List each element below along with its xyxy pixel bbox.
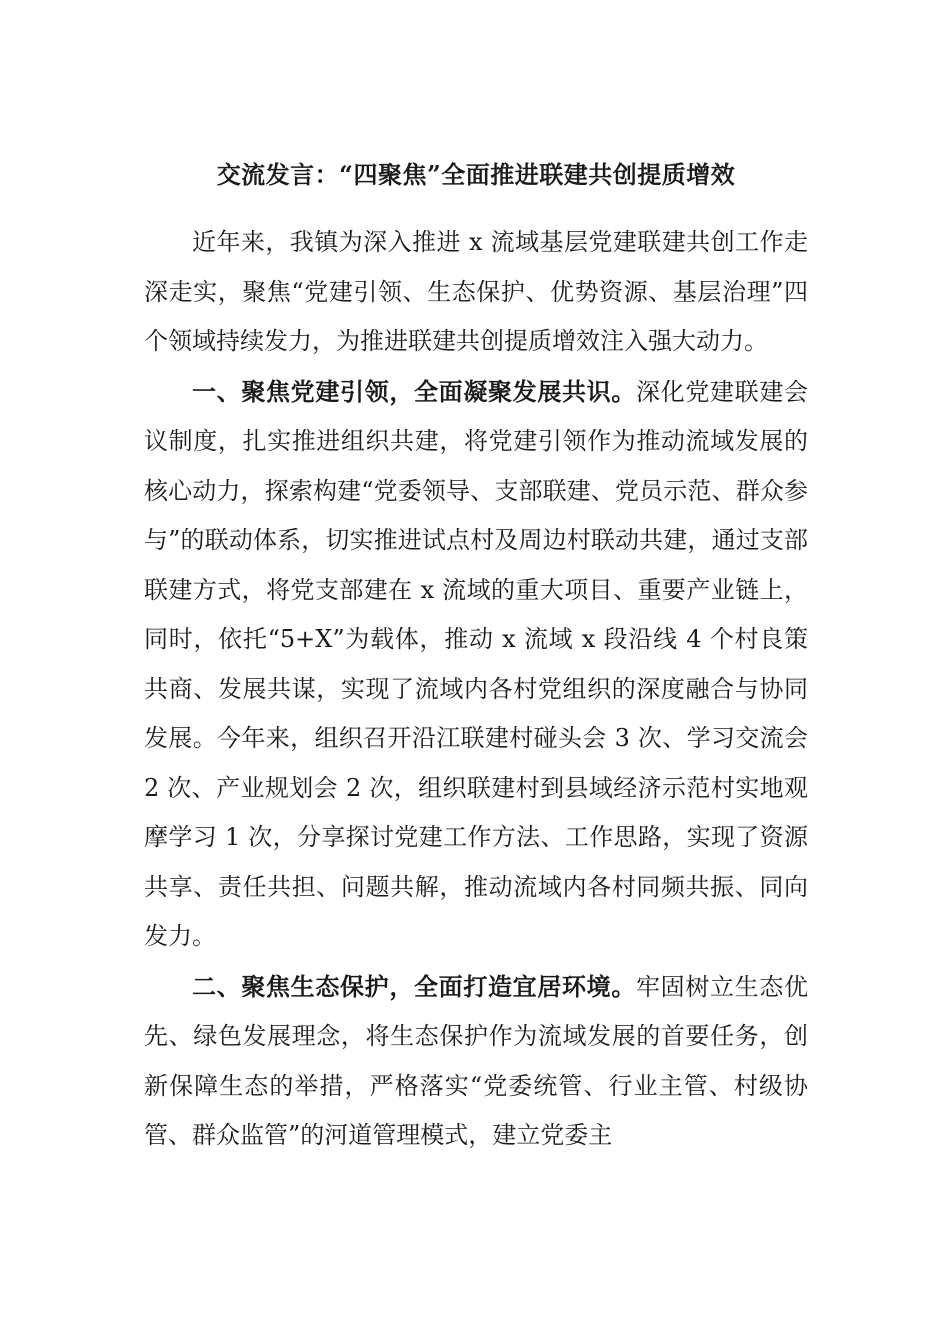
paragraph-section-1 <box>144 367 808 962</box>
section-heading: 二、聚焦生态保护，全面打造宜居环境。 <box>192 971 636 1001</box>
paragraph-intro <box>144 217 808 367</box>
paragraph-text: 牢固树立生态优先、绿色发展理念，将生态保护作为流域发展的首要任务，创新保障生态的举措，严格落实“党委统管、行业主管、村级协管、群众监管”的河道管理模式，建立党委主 <box>144 972 808 1149</box>
paragraph-text: 深化党建联建会议制度，扎实推进组织共建，将党建引领作为推动流域发展的核心动力，探索构建“党委领导、支部联建、党员示范、群众参与”的联动体系，切实推进试点村及周边村联动共建，通过支部联建方式，将党支部建在 x 流域的重大项目、重要产业链上，同时，依托“5+X”为载体，推动 x 流域 x 段沿线 4 个村良策共商、发展共谋，实现了流域内各村党组织的深度融合与协同发展。今年来，组织召开沿江联建村碰头会 3 次、学习交流会 2 次、产业规划会 2 次，组织联建村到县域经济示范村实地观摩学习 1 次，分享探讨党建工作方法、工作思路，实现了资源共享、责任共担、问题共解，推动流域内各村同频共振、同向发力。 <box>144 377 808 950</box>
document-title: 交流发言：“四聚焦”全面推进联建共创提质增效 <box>216 160 736 189</box>
paragraph-text: 近年来，我镇为深入推进 x 流域基层党建联建共创工作走深走实，聚焦“党建引领、生态保护、优势资源、基层治理”四个领域持续发力，为推进联建共创提质增效注入强大动力。 <box>144 228 808 355</box>
document-body <box>144 217 808 1161</box>
paragraph-section-2 <box>144 962 808 1161</box>
section-heading: 一、聚焦党建引领，全面凝聚发展共识。 <box>192 376 636 406</box>
